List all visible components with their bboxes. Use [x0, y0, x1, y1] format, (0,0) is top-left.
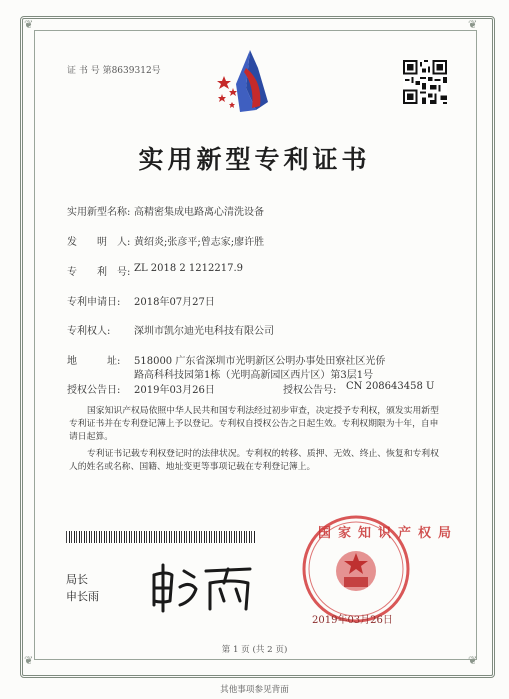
patent-number-label: 专 利 号: [67, 267, 131, 278]
inventor-value: 黄绍炎;张彦平;曾志家;廖许胜 [134, 237, 265, 248]
seal-date: 2019年03月26日 [312, 615, 393, 626]
certificate-number: 证 书 号 第8639312号 [67, 66, 161, 76]
footer-note: 其他事项参见背面 [220, 685, 289, 695]
director-title: 局长 [66, 573, 88, 586]
address-line-2: 路高科科技园第1栋（光明高新园区西片区）第3层1号 [134, 370, 374, 381]
director-signature [148, 561, 256, 613]
inventor-label: 发 明 人: [67, 237, 131, 248]
grant-number-value: CN 208643458 U [346, 381, 435, 392]
corner-ornament-icon: ❦ [468, 654, 479, 667]
corner-ornament-icon: ❦ [24, 654, 35, 667]
certificate-title: 实用新型专利证书 [138, 145, 371, 174]
patent-number-value: ZL 2018 2 1212217.9 [134, 263, 244, 274]
utility-model-name-value: 高精密集成电路离心清洗设备 [134, 207, 264, 218]
address-line-1: 518000 广东省深圳市光明新区公明办事处田寮社区光侨 [134, 356, 386, 367]
patent-office-logo-icon [216, 48, 274, 114]
filing-date-value: 2018年07月27日 [134, 297, 215, 308]
qr-code [403, 60, 447, 104]
page-indicator: 第 1 页 (共 2 页) [221, 645, 288, 655]
patent-holder-label: 专利权人: [67, 326, 111, 337]
director-name: 申长雨 [66, 590, 99, 603]
grant-number-label: 授权公告号: [283, 385, 337, 396]
grant-date-value: 2019年03月26日 [134, 385, 215, 396]
address-label: 地 址: [67, 356, 121, 367]
grant-date-label: 授权公告日: [67, 385, 121, 396]
legal-paragraph-1: 国家知识产权局依照中华人民共和国专利法经过初步审查，决定授予专利权，颁发实用新型专利证书并在专利登记簿上予以登记。专利权自授权公告之日起生效。专利权期限为十年，自申请日起算。 [69, 406, 439, 443]
corner-ornament-icon: ❦ [24, 18, 35, 31]
barcode [66, 531, 256, 543]
legal-paragraph-2: 专利证书记载专利权登记时的法律状况。专利权的转移、质押、无效、终止、恢复和专利权人的姓名或名称、国籍、地址变更等事项记载在专利登记簿上。 [69, 449, 439, 473]
corner-ornament-icon: ❦ [468, 18, 479, 31]
utility-model-name-label: 实用新型名称: [67, 207, 131, 218]
patent-holder-value: 深圳市凯尔迪光电科技有限公司 [134, 326, 274, 337]
seal-text: 国家知识产权局 [318, 526, 459, 541]
filing-date-label: 专利申请日: [67, 297, 121, 308]
